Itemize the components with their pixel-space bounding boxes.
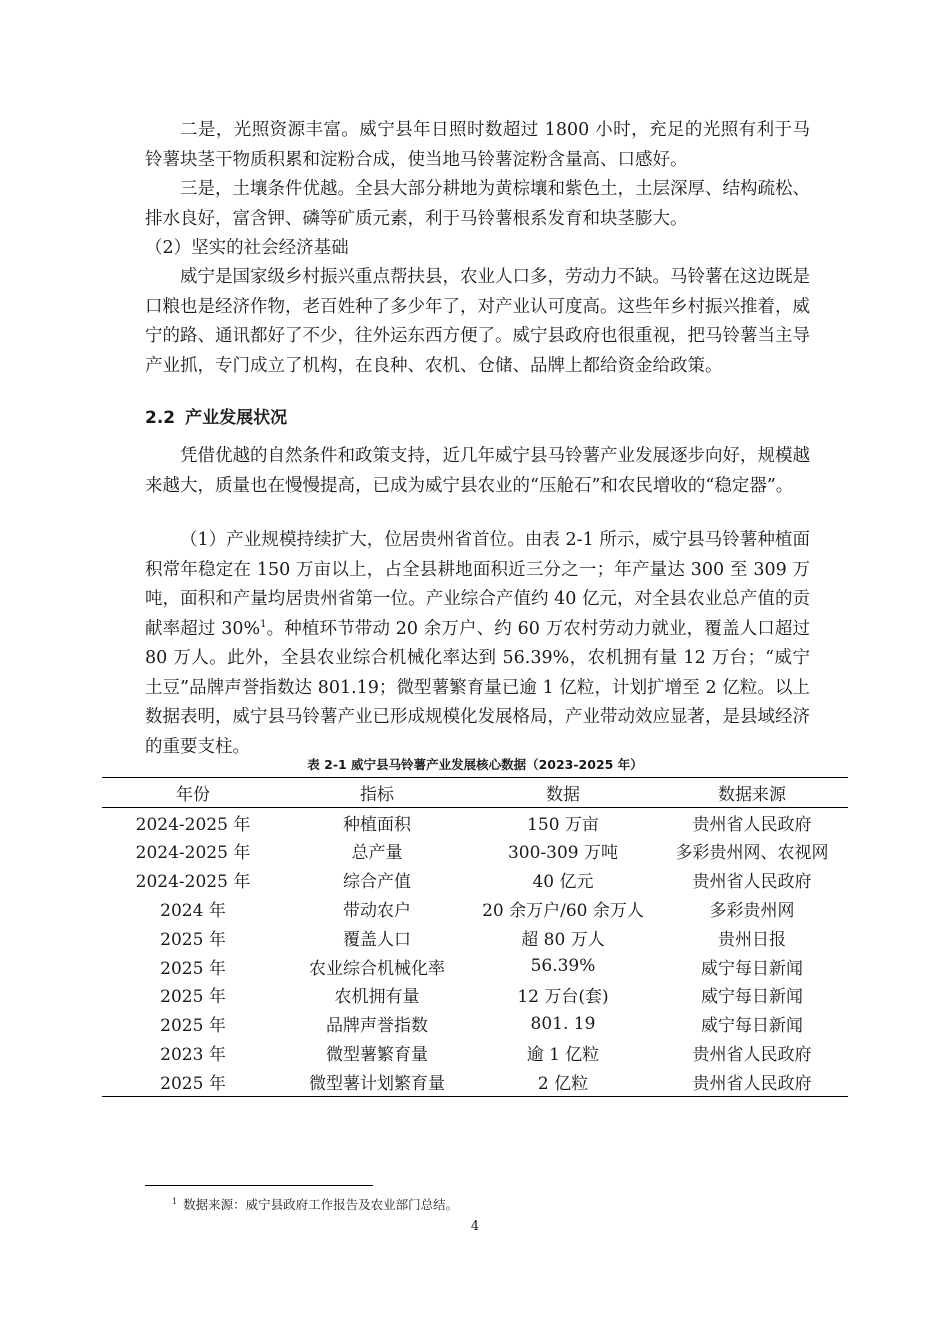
cell-indicator: 综合产值 (343, 872, 411, 893)
table-row (102, 952, 848, 981)
paragraph-sunlight: 二是，光照资源丰富。威宁县年日照时数超过 1800 小时，充足的光照有利于马铃薯块茎干物质积累和淀粉合成，使当地马铃薯淀粉含量高、口感好。 (145, 120, 810, 170)
cell-year: 2025 年 (160, 958, 226, 979)
table-row (102, 807, 848, 836)
paragraph-scale-part2: 。种植环节带动 20 余万户、约 60 万农村劳动力就业，覆盖人口超过 80 万人。此外，全县农业综合机械化率达到 56.39%，农机拥有量 12 万台；“威宁土豆”品牌声誉指数达 801.19；微型薯繁育量已逾 1 亿粒，计划扩增至 2 亿粒。以上数据表明，威宁县马铃薯产业已形成规模化发展格局，产业带动效应显著，是县域经济的重要支柱。 (145, 618, 810, 757)
cell-year: 2024-2025 年 (135, 814, 251, 835)
cell-year: 2023 年 (160, 1045, 226, 1066)
table-row (102, 1009, 848, 1038)
paragraph-scale-part1: （1）产业规模持续扩大，位居贵州省首位。由表 2-1 所示，威宁县马铃薯种植面积常年稳定在 150 万亩以上，占全县耕地面积近三分之一；年产量达 300 至 309 万吨，面积和产量均居贵州省第一位。产业综合产值约 40 亿元，对全县农业总产值的贡献率超过 30% (145, 530, 810, 639)
table-row (102, 923, 848, 952)
cell-indicator: 带动农户 (343, 901, 411, 922)
footnote-mark: 1 (172, 1196, 178, 1206)
cell-source: 贵州省人民政府 (692, 872, 812, 893)
cell-indicator: 种植面积 (343, 814, 411, 835)
cell-value: 150 万亩 (527, 814, 599, 835)
paragraph-scale (145, 526, 810, 762)
cell-value: 300-309 万吨 (507, 843, 619, 864)
section-heading (145, 404, 287, 432)
cell-year: 2025 年 (160, 1073, 226, 1094)
cell-year: 2024-2025 年 (135, 872, 251, 893)
cell-year: 2024 年 (160, 901, 226, 922)
cell-indicator: 微型薯繁育量 (326, 1045, 428, 1066)
table-row (102, 894, 848, 923)
core-data-table (102, 777, 848, 1097)
cell-value: 20 余万户/60 余万人 (482, 901, 644, 922)
footnote (172, 1196, 458, 1214)
header-indicator: 指标 (360, 784, 394, 805)
subheading-socioeconomic: （2）坚实的社会经济基础 (145, 238, 349, 258)
table-caption: 表 2-1 威宁县马铃薯产业发展核心数据（2023-2025 年） (307, 757, 643, 772)
cell-value: 801. 19 (530, 1013, 596, 1034)
cell-indicator: 微型薯计划繁育量 (309, 1073, 445, 1094)
footnote-text: 数据来源：威宁县政府工作报告及农业部门总结。 (183, 1197, 459, 1212)
section-title: 产业发展状况 (185, 408, 288, 428)
section-number: 2.2 (145, 408, 176, 428)
cell-source: 威宁每日新闻 (701, 1016, 803, 1037)
footnote-divider (145, 1185, 373, 1186)
cell-indicator: 农机拥有量 (334, 987, 420, 1008)
header-value: 数据 (546, 784, 580, 805)
cell-indicator: 总产量 (351, 843, 403, 864)
cell-value: 40 亿元 (532, 872, 594, 893)
cell-value: 逾 1 亿粒 (526, 1045, 600, 1066)
cell-source: 威宁每日新闻 (701, 958, 803, 979)
paragraph-socioeconomic: 威宁是国家级乡村振兴重点帮扶县，农业人口多，劳动力不缺。马铃薯在这边既是口粮也是经济作物，老百姓种了多少年了，对产业认可度高。这些年乡村振兴推着，威宁的路、通讯都好了不少，往外运东西方便了。威宁县政府也很重视，把马铃薯当主导产业抓，专门成立了机构，在良种、农机、仓储、品牌上都给资金给政策。 (145, 267, 810, 376)
footnote-reference[interactable]: 1 (260, 618, 267, 630)
table-header-row (102, 778, 848, 808)
cell-value: 超 80 万人 (521, 929, 605, 950)
table-row (102, 1067, 848, 1096)
cell-source: 多彩贵州网 (709, 901, 795, 922)
page-number: 4 (470, 1219, 480, 1234)
cell-source: 多彩贵州网、农视网 (675, 843, 829, 864)
cell-year: 2025 年 (160, 929, 226, 950)
cell-source: 贵州省人民政府 (692, 1045, 812, 1066)
cell-indicator: 品牌声誉指数 (326, 1016, 428, 1037)
table-row (102, 865, 848, 894)
cell-source: 威宁每日新闻 (701, 987, 803, 1008)
cell-year: 2024-2025 年 (135, 843, 251, 864)
header-year: 年份 (176, 784, 210, 805)
cell-value: 2 亿粒 (537, 1073, 589, 1094)
paragraph-development-intro: 凭借优越的自然条件和政策支持，近几年威宁县马铃薯产业发展逐步向好，规模越来越大，质量也在慢慢提高，已成为威宁县农业的“压舱石”和农民增收的“稳定器”。 (145, 446, 810, 496)
table-row (102, 1038, 848, 1067)
header-source: 数据来源 (718, 784, 786, 805)
cell-source: 贵州省人民政府 (692, 814, 812, 835)
cell-year: 2025 年 (160, 1016, 226, 1037)
cell-source: 贵州省人民政府 (692, 1073, 812, 1094)
cell-value: 12 万台(套) (517, 987, 609, 1008)
cell-indicator: 农业综合机械化率 (309, 958, 445, 979)
cell-value: 56.39% (530, 956, 596, 977)
cell-year: 2025 年 (160, 987, 226, 1008)
cell-indicator: 覆盖人口 (343, 929, 411, 950)
cell-source: 贵州日报 (718, 929, 786, 950)
paragraph-soil: 三是，土壤条件优越。全县大部分耕地为黄棕壤和紫色土，土层深厚、结构疏松、排水良好，富含钾、磷等矿质元素，利于马铃薯根系发育和块茎膨大。 (145, 179, 810, 229)
table-row (102, 981, 848, 1010)
table-row (102, 837, 848, 866)
